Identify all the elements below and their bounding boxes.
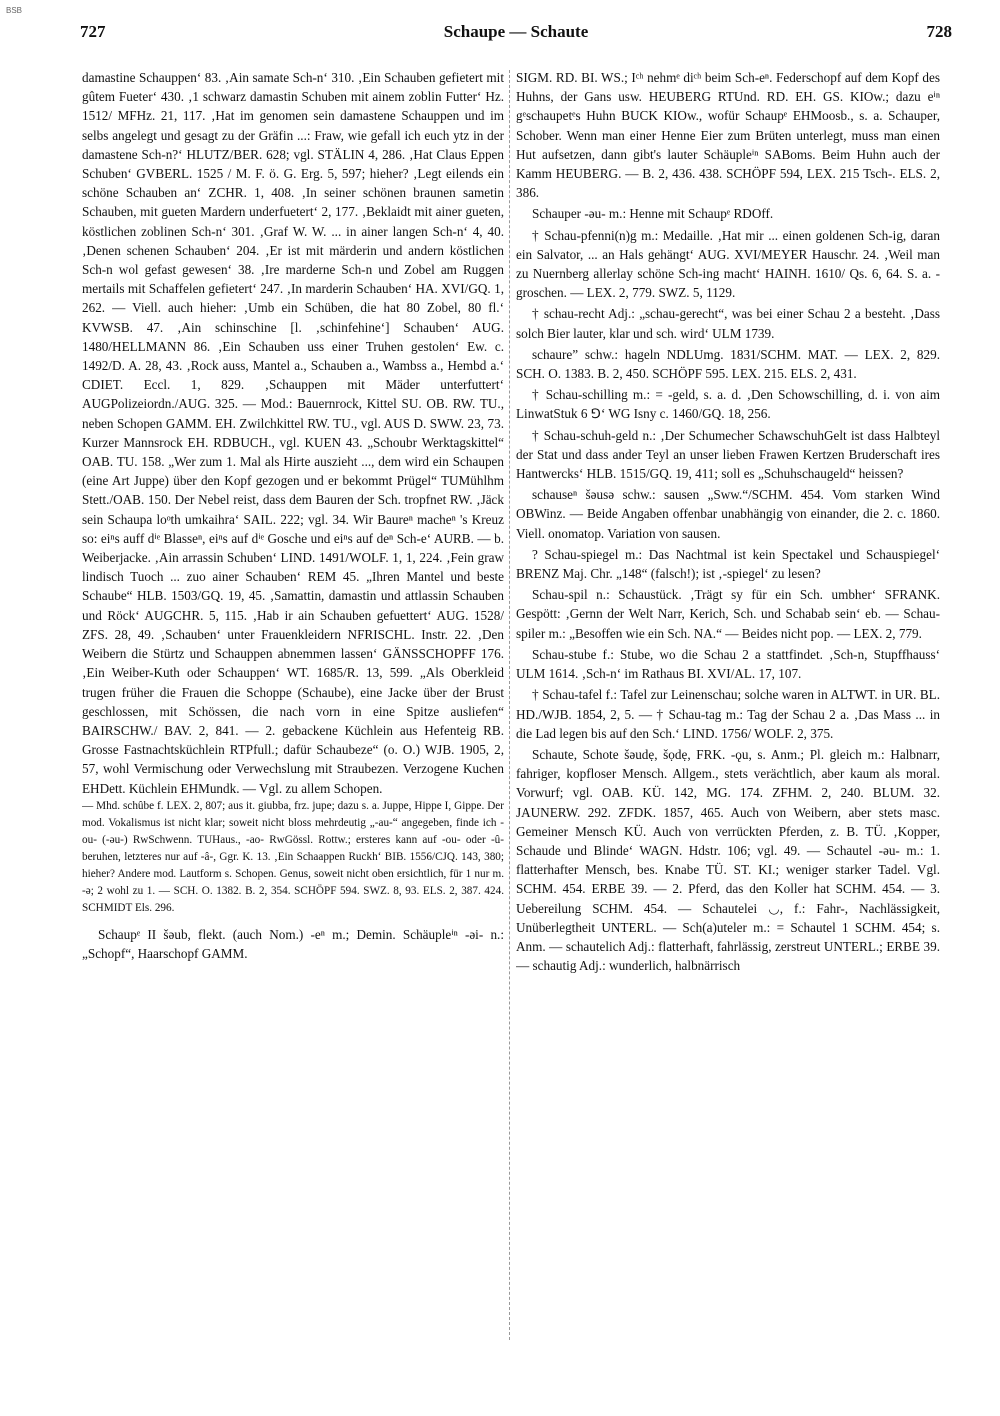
entry-schau-stube: Schau-stube f.: Stube, wo die Schau 2 a stattfindet. ‚Sch-n, Stupffhauss‘ ULM 1614. ‚Sch-n‘ im Rathaus BI. XVI/AL. 17, 107. xyxy=(516,646,940,682)
entry-schau-schuh-geld: † Schau-schuh-geld n.: ‚Der Schumecher SchawschuhGelt ist dass Halbteyl der Stat und dass ander Teyl an unser lieben Frawen Kertzen Bruderschaft ires Hantwercks‘ HLB. 1515/GQ. 19, 411; soll es „Schuhschaugeld“ heissen? xyxy=(516,427,940,482)
right-column xyxy=(516,68,940,1398)
left-column xyxy=(82,68,504,1398)
entry-schau-pfennig: † Schau-pfenni(n)g m.: Medaille. ‚Hat mir ... einen goldenen Sch-ig, daran ein Salvator, ... an Hals gehängt‘ AUG. XVI/MEYER Hauschr. 24. ‚Weil man zu Nuernberg allerlay schöne Sch-ing macht‘ HAINH. 1610/ Qs. 6, 64. S. a. -groschen. — LEX. 2, 779. SWZ. 5, 1129. xyxy=(516,227,940,301)
entry-schau-schilling: † Schau-schilling m.: = -geld, s. a. d. ‚Den Schowschilling, d. i. von aim LinwatStuk 6 ⅁‘ WG Isny c. 1460/GQ. 18, 256. xyxy=(516,387,940,422)
right-paragraph-1: SIGM. RD. BI. WS.; Iᶜʰ nehmᵉ diᶜʰ beim Sch-eⁿ. Federschopf auf dem Kopf des Huhns, der Gans usw. HEUBERG RTUnd. RD. EH. GS. KIOw.; dazu eⁱⁿ gᵉschaupetᵉs Huhn BUCK KIOw., wofür Schaupᵉ EHMoosb., s. a. Schauper, Schober. Wenn man einer Henne Eier zum Brüten unterlegt, muss man einen Hut aufsetzen, dann gibt's lauter Schäupleⁱⁿ SABoms. Beim Huhn auch der Kamm HEUBERG. — B. 2, 436. 438. SCHÖPF 594, LEX. 215 Tsch-. ELS. 2, 386. xyxy=(516,70,940,201)
page-number-right: 728 xyxy=(926,22,952,41)
library-stamp: BSB xyxy=(6,6,23,15)
page-header xyxy=(80,22,952,48)
left-paragraph-1: damastine Schauppen‘ 83. ‚Ain samate Sch-n‘ 310. ‚Ein Schauben gefietert mit gûtem Fueter‘ 430. ‚1 schwarz damastin Schuben mit ainem zoblin Futter‘ Hz. 1512/ MFHz. 21, 117. ‚Hat im genomen sein damastene Schauppen und im selbs angelegt und gesagt zu der Gräfin ...: Fraw, wie gefall ich euch ytz in der damastene Sch-n?‘ HLUTZ/BER. 628; vgl. STÄLIN 4, 286. ‚Hat Claus Eppen Schuben‘ GVBERL. 1525 / M. F. ö. G. Erg. 5, 597; hieher? ‚Legt eilends ein schöne Schauben an‘ ZCHR. 1, 408. ‚In seiner schönen braunen sametin Schauben, mit gueten Mardern underfuetert‘ 2, 177. ‚Beklaidt mit ainer gueten, köstlichen zoblinen Sch-n‘ 301. ‚Graf W. W. ... in ainer langen Sch-n‘ 4, 40. ‚Denen schenen Schauben‘ 204. ‚Er ist mit märderin und andern köstlichen Sch-n wol gefast gewesen‘ 38. ‚Ire marderne Sch-n und Zobel am Ruggen mertails mit Schaffelen gefietert‘ 247. ‚In marderin Schauben‘ HA. XVI/GQ. 1, 262. — Viell. auch hieher: ‚Umb ein Schüben, die hat 80 Zobel, 80 fl.‘ KVWSB. 47. ‚Ain schinschine [l. ‚schinfehine‘] Schauben‘ AUG. 1480/HELLMANN 86. ‚Ein Schauben uss einer Truhen gestolen‘ Ew. c. 1492/D. A. 28, 43. ‚Rock auss, Mantel a., Schauben a., Wambss a., Hembd a.‘ CDIET. Eccl. 1, 829. ‚Schauppen mit Mäder unterfuttert‘ AUGPolizeiordn./AUG. 325. — Mod.: Bauernrock, Kittel SU. OB. RW. TU., neben Schopen GAMM. EH. Zwilchkittel RW. TU., vgl. AUS D. SWW. 23, 73. Kurzer Mannsrock EH. RDBUCH., vgl. KUEN 43. „Schoubr Werktagskittel“ OAB. TU. 158. „Wer zum 1. Mal als Hirte auszieht ..., dem wird ein Schaupen (eine Art Juppe) über den Kopf gezogen und er bekommt Prügel“ TUMühlhm Stett./OAB. 150. Der Nebel reist, dass dem Bauren der Sch. tropfnet RW. ‚Jäck sein Schaupa loᵒth umkaihra‘ SAIL. 222; vgl. 34. Wir Baureⁿ macheⁿ 's Kreuz so: eiⁿs auff dⁱᵉ Blasseⁿ, eiⁿs auf dⁱᵉ Gosche und eiⁿs auf deⁿ Sch-e‘ AURB. — b. Weiberjacke. ‚Ain arrassin Schuben‘ LIND. 1491/WOLF. 1, 1, 224. ‚Fein graw lindisch Tuoch ... zuo ainer Schauben‘ REM 45. „Ihren Mantel und beste Schaube“ HLB. 1503/GQ. 19, 45. ‚Samattin, damastin und attlassin Schauben und Röck‘ AUGCHR. 5, 115. ‚Hab ir ain Schauben gefuettert‘ AUG. 1528/ ZFS. 28, 49. ‚Schauben‘ unter Frauenkleidern NFRISCHL. Instr. 22. ‚Den Weibern die Stürtz und Schauppen abnemmen lassen‘ GÄNSSCHOPFF 176. ‚Ein Weiber-Kuth oder Schauppen‘ WT. 1685/R. 13, 599. „Als Oberkleid trugen früher die Frauen die Schoppe (Schaube), eine Jacke über der Brust geschlossen, mit Schössen, die nach vorn in eine Spitze ausliefen“ BAIRSCHW./ BAV. 2, 841. — 2. gebackene Küchlein aus Hefenteig RB. Grosse Fastnachtsküchlein RTPfull.; dafür Schaubeze“ (o. O.) WJB. 1905, 2, 57, wohl Vermischung oder Verwechslung mit Straubezen. Verzogene Kuchen EHDett. Küchlein EHMundk. — Vgl. zu allem Schopen. xyxy=(82,70,504,796)
left-paragraph-notes: — Mhd. schûbe f. LEX. 2, 807; aus it. giubba, frz. jupe; dazu s. a. Juppe, Hippe I, Gippe. Der mod. Vokalismus ist nicht klar; soweit nicht bloss mehrdeutig „-au-“ angegeben, finde ich -ou- (-əu-) RwSchwenn. TUHaus., -ao- RwGössl. Rottw.; ersteres kann auf -ou- oder -û- beruhen, letzteres nur auf -â-, Ggr. K. 13. ‚Ein Schaappen Ruckh‘ BIB. 1556/CJQ. 143, 380; hieher? Andere mod. Lautform s. Schopen. Genus, soweit nicht oben ersichtlich, für 1 nur m. -ə; 2 wohl zu 1. — SCH. O. 1382. B. 2, 354. SCHÖPF 594. SWZ. 8, 93. ELS. 2, 387. 424. SCHMIDT Els. 296. xyxy=(82,799,504,914)
column-divider xyxy=(509,70,510,1340)
entry-schauren: schaure” schw.: hageln NDLUmg. 1831/SCHM. MAT. — LEX. 2, 829. SCH. O. 1383. B. 2, 450. SCHÖPF 595. LEX. 215. ELS. 2, 431. xyxy=(516,346,940,382)
entry-schau-recht: † schau-recht Adj.: „schau-gerecht“, was bei einer Schau 2 a besteht. ‚Dass solch Bier lauter, klar und sch. wird‘ ULM 1739. xyxy=(516,306,940,341)
entry-schau-spiegel: ? Schau-spiegel m.: Das Nachtmal ist kein Spectakel und Schauspiegel‘ BRENZ Maj. Chr. „148“ (falsch!); ist ‚-spiegel‘ zu lesen? xyxy=(516,546,940,582)
entry-schaute: Schaute, Schote šəudẹ, šọdẹ, FRK. -ǫu, s. Anm.; Pl. gleich m.: Halbnarr, fahriger, kopfloser Mensch. Allgem., stets verächtlich, aber kaum als moral. Vorwurf; vgl. OAB. KÜ. 142, MG. 174. ZFHM. 2, 240. BLUM. 32. JAUNERW. 292. ZFDK. 1857, 465. Auch von Weibern, aber stets masc. Gemeiner Mensch KÜ. Auch von verrückten Pferden, z. B. TÜ. ‚Kopper, Schaude und Blinde‘ WAGN. Hdstr. 106; vgl. 49. — Schautel -əu- m.: 1. flatterhafter Mensch, bes. Knabe TÜ. ST. KI.; weniger starker Tadel. Vgl. SCHM. 454. ERBE 39. — 2. Pferd, das den Koller hat SCHM. 454. — 3. Uebereilung SCHM. 454. — Schautelei ◡, f.: Fahr-, Nachlässigkeit, Unüberlegtheit UNTERL. — Sch(a)uteler m.: = Schautel 1 SCHM. 454; s. Anm. — schautelich Adj.: flatterhaft, fahrlässig, zerstreut UNTERL.; ERBE 39. — schautig Adj.: wunderlich, halbnärrisch xyxy=(516,746,940,974)
entry-schaupe-ii: Schaupᵉ II šəub, flekt. (auch Nom.) -eⁿ m.; Demin. Schäupleⁱⁿ -əi- n.: „Schopf“, Haarschopf GAMM. xyxy=(82,926,504,961)
entry-schauper: Schauper -əu- m.: Henne mit Schaupᵉ RDOff. xyxy=(532,206,774,222)
entry-schau-spil: Schau-spil n.: Schaustück. ‚Trägt sy für ein Sch. umbher‘ SFRANK. Gespött: ‚Gernn der Welt Narr, Kerich, Sch. und Schabab sein‘ eb. — Schau-spiler m.: „Besoffen wie ein Sch. NA.“ — Beides nicht pop. — LEX. 2, 779. xyxy=(516,587,940,641)
entry-schausen: schauseⁿ šəusə schw.: sausen „Sww.“/SCHM. 454. Vom starken Wind OBWinz. — Beide Angaben offenbar unabhängig von einander, die 2. c. 1860. Viell. onomatop. Variation von sausen. xyxy=(516,487,940,541)
running-title: Schaupe — Schaute xyxy=(443,22,589,41)
entry-schau-tafel: † Schau-tafel f.: Tafel zur Leinenschau; solche waren in ALTWT. in UR. BL. HD./WJB. 1854, 2, 5. — † Schau-tag m.: Tag der Schau 2 a. ‚Das Mass ... in die Lad legen bis auf den Sch.‘ LIND. 1756/ WOLF. 2, 375. xyxy=(516,687,940,741)
page-number-left: 727 xyxy=(80,22,106,41)
